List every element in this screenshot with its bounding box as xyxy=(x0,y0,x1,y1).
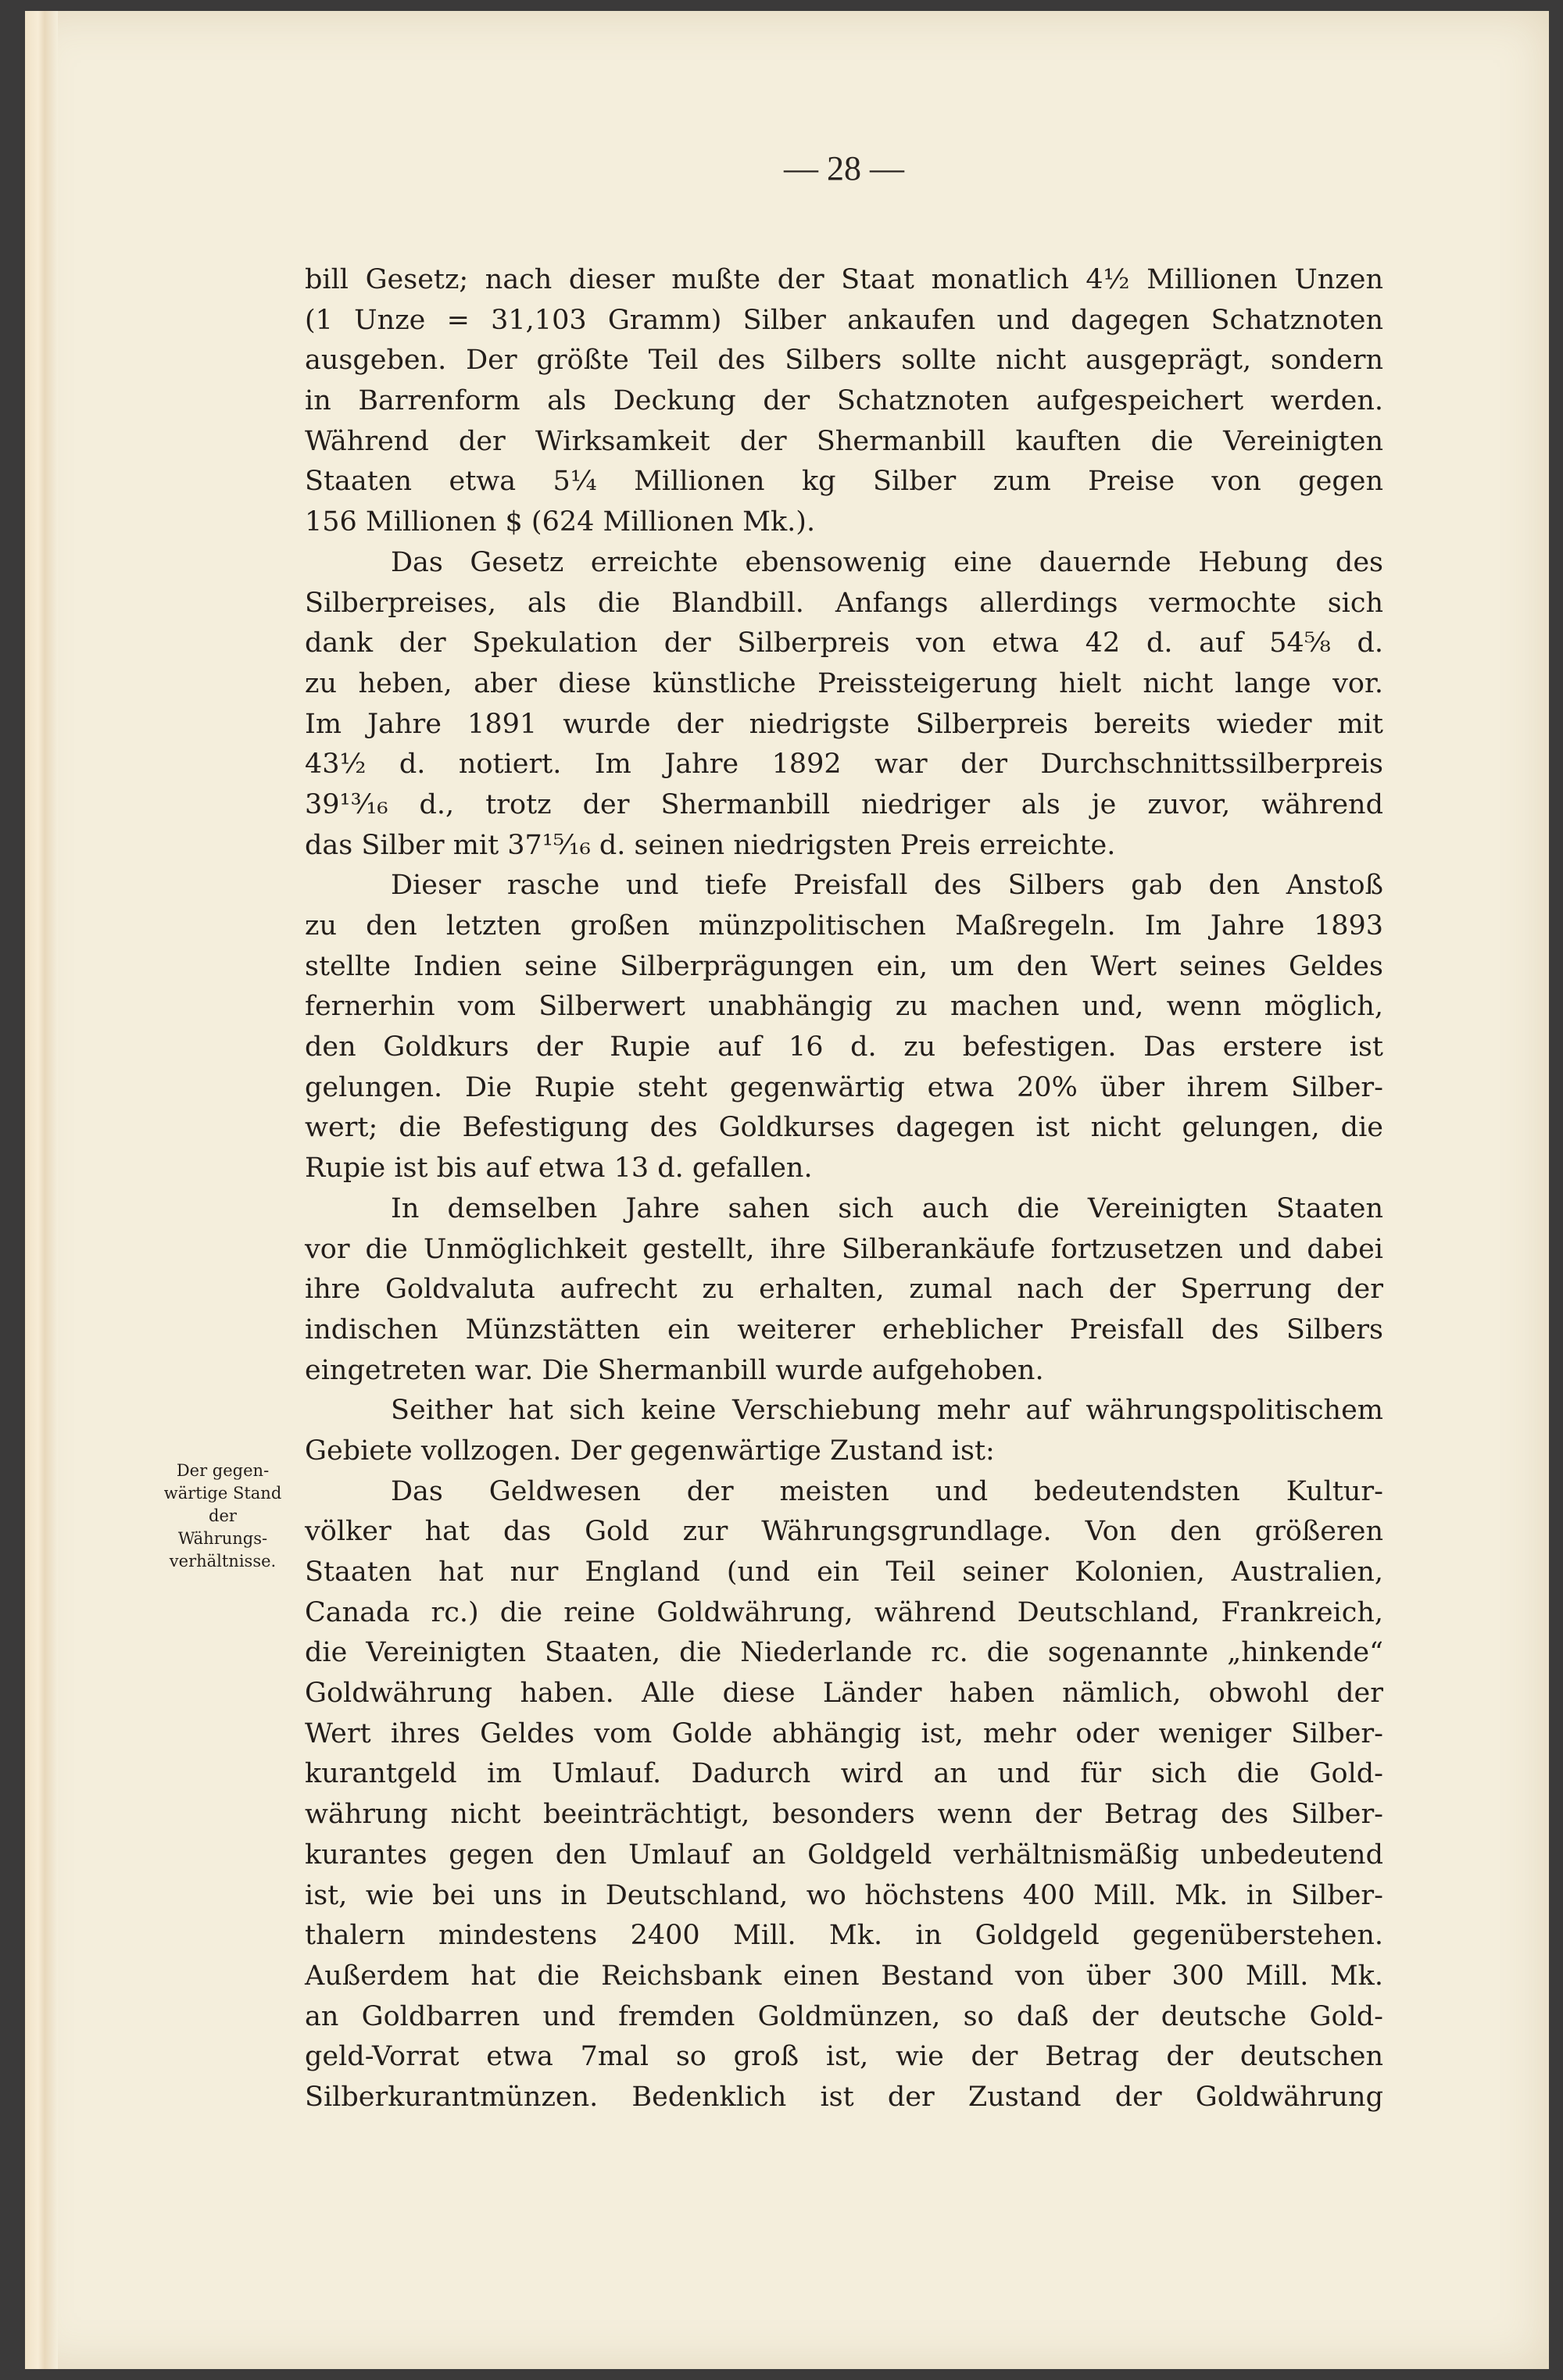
text-line: kurantes gegen den Umlauf an Goldgeld verhältnismäßig unbedeutend xyxy=(305,1839,1383,1871)
margin-note-line: verhältnisse. xyxy=(169,1552,277,1571)
text-line: währung nicht beeinträchtigt, besonders wenn der Betrag des Silber- xyxy=(305,1799,1383,1831)
text-line: Gebiete vollzogen. Der gegenwärtige Zustand ist: xyxy=(305,1435,995,1467)
text-line: kurantgeld im Umlauf. Dadurch wird an und für sich die Gold- xyxy=(305,1758,1383,1790)
text-line: Dieser rasche und tiefe Preisfall des Silbers gab den Anstoß xyxy=(391,870,1383,902)
text-line: 156 Millionen $ (624 Millionen Mk.). xyxy=(305,506,816,538)
body-text xyxy=(305,260,1383,2118)
text-line: Staaten hat nur England (und ein Teil seiner Kolonien, Australien, xyxy=(305,1556,1383,1588)
text-line: Das Gesetz erreichte ebensowenig eine dauernde Hebung des xyxy=(391,546,1383,578)
text-line: Das Geldwesen der meisten und bedeutendsten Kultur- xyxy=(391,1475,1383,1507)
page-edge xyxy=(25,11,58,2369)
text-line: bill Gesetz; nach dieser mußte der Staat monatlich 4½ Millionen Unzen xyxy=(305,264,1383,295)
text-line: dank der Spekulation der Silberpreis von etwa 42 d. auf 54⅝ d. xyxy=(305,627,1383,659)
text-line: Außerdem hat die Reichsbank einen Bestand von über 300 Mill. Mk. xyxy=(305,1960,1383,1992)
text-line: Silberpreises, als die Blandbill. Anfangs allerdings vermochte sich xyxy=(305,587,1383,619)
text-line: Goldwährung haben. Alle diese Länder haben nämlich, obwohl der xyxy=(305,1678,1383,1710)
text-line: den Goldkurs der Rupie auf 16 d. zu befestigen. Das erstere ist xyxy=(305,1031,1383,1063)
text-line: Im Jahre 1891 wurde der niedrigste Silberpreis bereits wieder mit xyxy=(305,708,1383,740)
page-number: — 28 — xyxy=(784,149,904,188)
margin-note-line: Währungs- xyxy=(177,1529,268,1548)
text-line: vor die Unmöglichkeit gestellt, ihre Silberankäufe fortzusetzen und dabei xyxy=(305,1233,1383,1265)
text-line: (1 Unze = 31,103 Gramm) Silber ankaufen und dagegen Schatznoten xyxy=(305,304,1383,336)
text-line: thalern mindestens 2400 Mill. Mk. in Goldgeld gegenüberstehen. xyxy=(305,1920,1383,1952)
text-line: 39¹³⁄₁₆ d., trotz der Shermanbill niedriger als je zuvor, während xyxy=(305,788,1383,820)
text-line: an Goldbarren und fremden Goldmünzen, so daß der deutsche Gold- xyxy=(305,2000,1383,2032)
margin-note-line: Der gegen- xyxy=(176,1461,270,1480)
text-line: Staaten etwa 5¼ Millionen kg Silber zum Preise von gegen xyxy=(305,466,1383,498)
text-line: zu heben, aber diese künstliche Preissteigerung hielt nicht lange vor. xyxy=(305,667,1383,699)
margin-note-line: der xyxy=(209,1506,237,1525)
text-line: ist, wie bei uns in Deutschland, wo höchstens 400 Mill. Mk. in Silber- xyxy=(305,1879,1383,1911)
text-line: die Vereinigten Staaten, die Niederlande rc. die sogenannte „hinkende“ xyxy=(305,1637,1383,1669)
text-line: zu den letzten großen münzpolitischen Maßregeln. Im Jahre 1893 xyxy=(305,910,1383,942)
text-line: fernerhin vom Silberwert unabhängig zu machen und, wenn möglich, xyxy=(305,991,1383,1023)
text-line: indischen Münzstätten ein weiterer erheblicher Preisfall des Silbers xyxy=(305,1313,1383,1345)
text-line: wert; die Befestigung des Goldkurses dagegen ist nicht gelungen, die xyxy=(305,1112,1383,1144)
text-line: gelungen. Die Rupie steht gegenwärtig etwa 20% über ihrem Silber- xyxy=(305,1071,1383,1103)
margin-note-line: wärtige Stand xyxy=(163,1484,282,1503)
text-line: das Silber mit 37¹⁵⁄₁₆ d. seinen niedrigsten Preis erreichte. xyxy=(305,829,1116,861)
text-line: Wert ihres Geldes vom Golde abhängig ist, mehr oder weniger Silber- xyxy=(305,1717,1383,1749)
text-line: Seither hat sich keine Verschiebung mehr auf währungspolitischem xyxy=(391,1395,1383,1427)
text-line: Canada rc.) die reine Goldwährung, während Deutschland, Frankreich, xyxy=(305,1596,1383,1628)
text-line: 43½ d. notiert. Im Jahre 1892 war der Durchschnittssilberpreis xyxy=(305,749,1383,781)
text-line: ausgeben. Der größte Teil des Silbers sollte nicht ausgeprägt, sondern xyxy=(305,345,1383,377)
text-line: Rupie ist bis auf etwa 13 d. gefallen. xyxy=(305,1152,813,1185)
margin-note xyxy=(133,1460,313,1573)
text-line: geld-Vorrat etwa 7mal so groß ist, wie der Betrag der deutschen xyxy=(305,2041,1383,2073)
text-line: Während der Wirksamkeit der Shermanbill kauften die Vereinigten xyxy=(305,425,1383,457)
text-line: Silberkurantmünzen. Bedenklich ist der Zustand der Goldwährung xyxy=(305,2081,1383,2113)
text-line: stellte Indien seine Silberprägungen ein, um den Wert seines Geldes xyxy=(305,950,1383,982)
text-line: völker hat das Gold zur Währungsgrundlage. Von den größeren xyxy=(305,1516,1383,1548)
text-line: ihre Goldvaluta aufrecht zu erhalten, zumal nach der Sperrung der xyxy=(305,1274,1383,1306)
text-line: In demselben Jahre sahen sich auch die Vereinigten Staaten xyxy=(391,1192,1383,1224)
text-line: in Barrenform als Deckung der Schatznoten aufgespeichert werden. xyxy=(305,385,1383,417)
text-line: eingetreten war. Die Shermanbill wurde aufgehoben. xyxy=(305,1354,1044,1386)
